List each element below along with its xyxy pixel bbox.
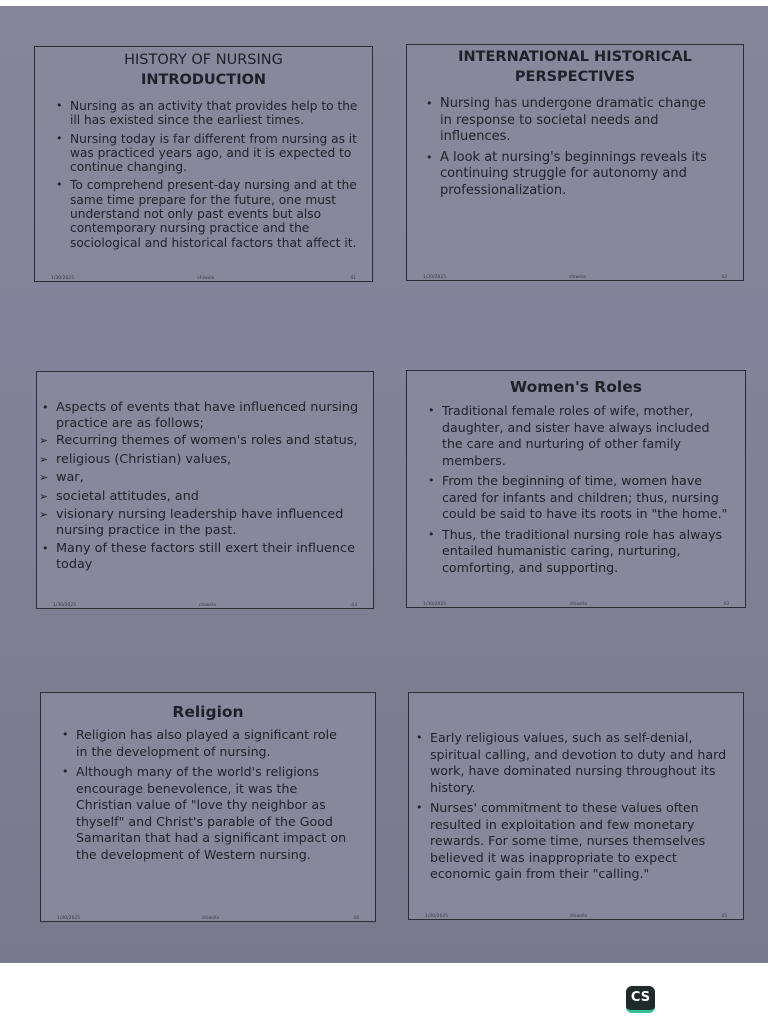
footer-author: chiwela [569, 914, 587, 919]
bullet-item: • Aspects of events that have influenced nursing practice are as follows; [39, 400, 359, 431]
footer-date: 1/30/2025 [53, 603, 77, 608]
slide-title: Religion [172, 703, 244, 721]
slide-influencing-aspects [36, 371, 374, 609]
footer-date: 1/30/2025 [51, 276, 75, 281]
bullet-list [423, 96, 721, 199]
slide-title: Women's Roles [510, 378, 642, 396]
bullet-item: • Nursing has undergone dramatic change in response to societal needs and influences. [423, 96, 721, 146]
footer-page-number: 43 [723, 602, 729, 607]
slide-subtitle: INTRODUCTION [140, 72, 267, 88]
footer-author: chiwela [569, 602, 587, 607]
bullet-item: ➢ visionary nursing leadership have influenced nursing practice in the past. [39, 507, 359, 538]
scanned-page [0, 6, 768, 963]
bullet-item: • Early religious values, such as self-denial, spiritual calling, and devotion to duty and hard work, have dominated nursing throughout its history. [413, 730, 741, 796]
bullet-item: ➢ Recurring themes of women's roles and status, [39, 433, 359, 449]
footer-date: 1/30/2025 [423, 275, 447, 280]
slide-womens-roles [406, 370, 746, 608]
bullet-item: • From the beginning of time, women have cared for infants and children; thus, nursing could be said to have its roots in "the home." [425, 473, 731, 523]
bullet-item: ➢ societal attitudes, and [39, 489, 359, 505]
bullet-item: • To comprehend present-day nursing and at the same time prepare for the future, one must understand not only past events but also contemporary nursing practice and the sociological and historical factors that affect it. [53, 178, 358, 249]
slide-title: HISTORY OF NURSING [124, 52, 283, 68]
footer-page-number: 45 [721, 914, 727, 919]
bullet-item: • Nursing as an activity that provides help to the ill has existed since the earliest times. [53, 99, 358, 128]
slide-history-introduction [34, 46, 373, 282]
camscanner-logo-icon: CS [626, 986, 655, 1013]
footer-author: chiwela [197, 276, 215, 281]
slide-religion [40, 692, 376, 922]
footer-page-number: 41 [350, 276, 356, 281]
footer-author: chiwela [201, 916, 219, 921]
bullet-list [425, 403, 731, 576]
footer-page-number: 42 [721, 275, 727, 280]
bullet-item: • Thus, the traditional nursing role has always entailed humanistic caring, nurturing, comforting, and supporting. [425, 527, 731, 577]
footer-date: 1/30/2025 [57, 916, 81, 921]
bullet-item: • Nursing today is far different from nursing as it was practiced years ago, and it is expected to continue changing. [53, 132, 358, 175]
bullet-list [39, 400, 359, 572]
slide-international-perspectives [406, 44, 744, 281]
bullet-list [53, 99, 358, 250]
footer-page-number: 44 [353, 916, 359, 921]
slide-title: INTERNATIONAL HISTORICAL [458, 49, 692, 65]
bullet-list [59, 727, 347, 863]
bullet-item: ➢ war, [39, 470, 359, 486]
footer-date: 1/30/2025 [423, 602, 447, 607]
slide-subtitle: PERSPECTIVES [514, 69, 636, 85]
bullet-item: • Religion has also played a significant role in the development of nursing. [59, 727, 347, 760]
slide-religious-values [408, 692, 744, 920]
bullet-item: • Although many of the world's religions encourage benevolence, it was the Christian value of "love thy neighbor as thyself" and Christ's parable of the Good Samaritan that had a significant impact on the development of Western nursing. [59, 764, 347, 863]
bullet-item: • Nurses' commitment to these values often resulted in exploitation and few monetary rewards. For some time, nurses themselves believed it was inappropriate to expect economic gain from their "calling." [413, 800, 741, 883]
footer-page-number: 43 [351, 603, 357, 608]
bullet-item: ➢ religious (Christian) values, [39, 452, 359, 468]
bullet-list [413, 730, 741, 883]
bullet-item: • A look at nursing's beginnings reveals its continuing struggle for autonomy and professionalization. [423, 150, 721, 200]
footer-author: chiwela [198, 603, 216, 608]
bullet-item: • Many of these factors still exert their influence today [39, 541, 359, 572]
bullet-item: • Traditional female roles of wife, mother, daughter, and sister have always included the care and nurturing of other family members. [425, 403, 731, 469]
footer-date: 1/30/2025 [425, 914, 449, 919]
footer-author: chiwela [568, 275, 586, 280]
